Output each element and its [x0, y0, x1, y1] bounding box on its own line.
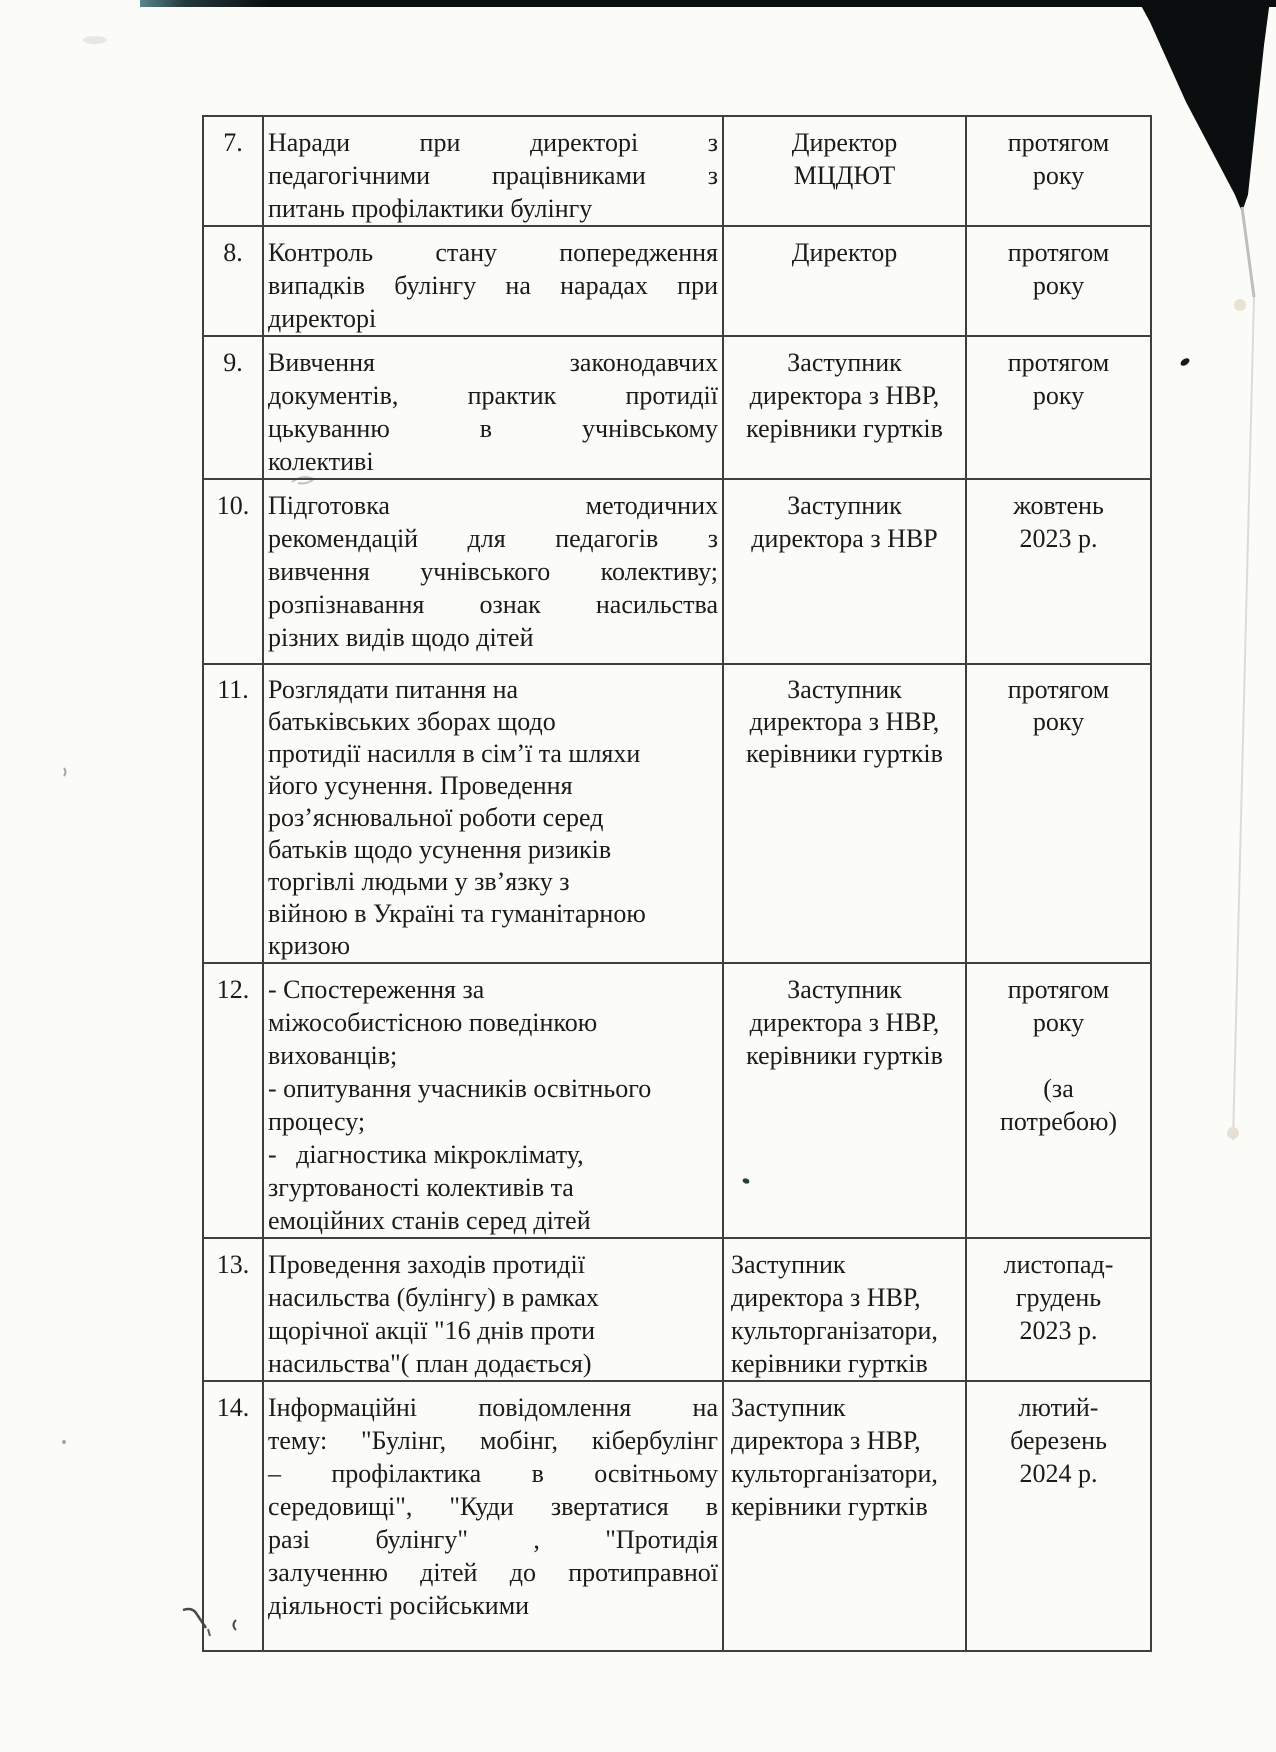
responsible-cell — [723, 1238, 966, 1381]
activity-cell — [263, 664, 723, 963]
text-line: року — [1032, 161, 1085, 190]
row-number-cell: 11. — [203, 664, 263, 963]
timing-cell — [966, 336, 1151, 479]
dust-speck — [1234, 299, 1246, 311]
text-line: педагогічними працівниками з — [268, 161, 718, 190]
text-line: діяльності російськими — [268, 1591, 530, 1620]
text-line: листопад- — [1003, 1250, 1114, 1279]
text-line: року — [1032, 1008, 1085, 1037]
text-line: протягом — [1007, 675, 1110, 704]
text-line: 2023 р. — [1019, 524, 1098, 553]
text-line: директора з НВР, — [749, 1008, 940, 1037]
text-line: роз’яснювальної роботи серед — [268, 803, 604, 832]
text-line: Заступник — [731, 1250, 846, 1279]
text-line: потребою) — [999, 1107, 1118, 1136]
text-line: цькуванню в учнівському — [268, 414, 718, 443]
table-row — [203, 226, 1151, 336]
text-line: - Спостереження за — [268, 975, 485, 1004]
timing-cell — [966, 1238, 1151, 1381]
table-row — [203, 479, 1151, 664]
table-row — [203, 116, 1151, 226]
text-line: Заступник — [787, 675, 902, 704]
text-line: питань профілактики булінгу — [268, 194, 593, 223]
table-row — [203, 963, 1151, 1238]
text-line: грудень — [1015, 1283, 1102, 1312]
text-line: випадків булінгу на нарадах при — [268, 271, 718, 300]
margin-smudge — [83, 36, 107, 44]
activity-cell — [263, 963, 723, 1238]
text-line: директора з НВР, — [749, 707, 940, 736]
activity-cell — [263, 1238, 723, 1381]
text-line: розпізнавання ознак насильства — [268, 590, 718, 619]
text-line: (за — [1043, 1074, 1074, 1103]
text-line: Директор — [791, 238, 898, 267]
text-line: різних видів щодо дітей — [268, 623, 534, 652]
timing-cell — [966, 479, 1151, 664]
margin-speck — [64, 768, 66, 776]
text-line: керівники гуртків — [731, 1492, 928, 1521]
text-line: кризою — [268, 931, 351, 960]
row-number-cell: 10. — [203, 479, 263, 664]
ink-speck — [1179, 357, 1191, 368]
text-line: культорганізатори, — [731, 1316, 938, 1345]
scanner-edge-strip — [140, 0, 1276, 7]
dust-speck — [1227, 1127, 1239, 1139]
text-line: березень — [1010, 1426, 1107, 1455]
text-line: торгівлі людьми у зв’язку з — [268, 867, 570, 896]
responsible-cell — [723, 1381, 966, 1651]
text-line: 2024 р. — [1019, 1459, 1098, 1488]
activity-plan-table — [202, 115, 1152, 1652]
text-line: Інформаційні повідомлення на — [268, 1393, 718, 1422]
page-edge-shadow-diagonal — [1242, 207, 1254, 297]
text-line: емоційних станів серед дітей — [268, 1206, 591, 1235]
activity-cell — [263, 116, 723, 226]
text-line: МЦДЮТ — [793, 161, 896, 190]
text-line: Директор — [791, 128, 898, 157]
text-line: Підготовка методичних — [268, 491, 718, 520]
text-line: документів, практик протидії — [268, 381, 718, 410]
text-line: директора з НВР — [751, 524, 938, 553]
timing-cell — [966, 116, 1151, 226]
text-line: Контроль стану попередження — [268, 238, 718, 267]
responsible-cell — [723, 336, 966, 479]
text-line: директорі — [268, 304, 377, 333]
text-line: міжособистісною поведінкою — [268, 1008, 598, 1037]
text-line: жовтень — [1013, 491, 1104, 520]
text-line: протягом — [1007, 128, 1110, 157]
activity-cell — [263, 479, 723, 664]
row-number-cell: 13. — [203, 1238, 263, 1381]
text-line: батьківських зборах щодо — [268, 707, 556, 736]
responsible-cell — [723, 479, 966, 664]
responsible-cell — [723, 664, 966, 963]
text-line: протидії насилля в сім’ї та шляхи — [268, 739, 641, 768]
row-number-cell: 9. — [203, 336, 263, 479]
table-row — [203, 1238, 1151, 1381]
text-line: – профілактика в освітньому — [268, 1459, 718, 1488]
text-line: процесу; — [268, 1107, 366, 1136]
text-line: директора з НВР, — [731, 1426, 921, 1455]
responsible-cell — [723, 963, 966, 1238]
text-line: Розглядати питання на — [268, 675, 519, 704]
text-line — [971, 1039, 1146, 1072]
text-line: Заступник — [731, 1393, 846, 1422]
text-line: Проведення заходів протидії — [268, 1250, 585, 1279]
text-line: - опитування учасників освітнього — [268, 1074, 652, 1103]
text-line: керівники гуртків — [746, 739, 943, 768]
text-line: батьків щодо усунення ризиків — [268, 835, 612, 864]
text-line: року — [1032, 707, 1085, 736]
table-row — [203, 664, 1151, 963]
activity-cell — [263, 226, 723, 336]
text-line: залученню дітей до протиправної — [268, 1558, 718, 1587]
row-number-cell: 8. — [203, 226, 263, 336]
text-line: колективі — [268, 447, 374, 476]
table-row — [203, 336, 1151, 479]
responsible-cell — [723, 116, 966, 226]
timing-cell — [966, 226, 1151, 336]
text-line: лютий- — [1018, 1393, 1099, 1422]
text-line: керівники гуртків — [731, 1349, 928, 1378]
text-line: протягом — [1007, 975, 1110, 1004]
timing-cell — [966, 963, 1151, 1238]
table-row — [203, 1381, 1151, 1651]
text-line: Вивчення законодавчих — [268, 348, 718, 377]
text-line: Заступник — [787, 491, 902, 520]
text-line: директора з НВР, — [749, 381, 940, 410]
text-line: щорічної акції "16 днів проти — [268, 1316, 596, 1345]
text-line: 2023 р. — [1019, 1316, 1098, 1345]
row-number-cell: 14. — [203, 1381, 263, 1651]
row-number-cell: 12. — [203, 963, 263, 1238]
text-line: директора з НВР, — [731, 1283, 921, 1312]
text-line: його усунення. Проведення — [268, 771, 573, 800]
text-line: вивчення учнівського колективу; — [268, 557, 718, 586]
text-line: війною в Україні та гуманітарною — [268, 899, 646, 928]
timing-cell — [966, 1381, 1151, 1651]
row-number-cell: 7. — [203, 116, 263, 226]
text-line: року — [1032, 381, 1085, 410]
text-line: - діагностика мікроклімату, — [268, 1140, 584, 1169]
text-line: вихованців; — [268, 1041, 398, 1070]
text-line: тему: "Булінг, мобінг, кібербулінг — [268, 1426, 718, 1455]
text-line: року — [1032, 271, 1085, 300]
text-line: протягом — [1007, 348, 1110, 377]
margin-speck — [62, 1440, 66, 1444]
text-line: керівники гуртків — [746, 414, 943, 443]
text-line: Наради при директорі з — [268, 128, 718, 157]
activity-cell — [263, 1381, 723, 1651]
text-line: Заступник — [787, 975, 902, 1004]
text-line: насильства"( план додається) — [268, 1349, 592, 1378]
text-line: згуртованості колективів та — [268, 1173, 574, 1202]
text-line: керівники гуртків — [746, 1041, 943, 1070]
text-line: разі булінгу" , "Протидія — [268, 1525, 718, 1554]
page-edge-shadow-vertical — [1233, 297, 1254, 1140]
timing-cell — [966, 664, 1151, 963]
text-line: середовищі", "Куди звертатися в — [268, 1492, 718, 1521]
text-line: протягом — [1007, 238, 1110, 267]
text-line: культорганізатори, — [731, 1459, 938, 1488]
activity-cell — [263, 336, 723, 479]
responsible-cell — [723, 226, 966, 336]
text-line: рекомендацій для педагогів з — [268, 524, 718, 553]
text-line: Заступник — [787, 348, 902, 377]
text-line: насильства (булінгу) в рамках — [268, 1283, 599, 1312]
